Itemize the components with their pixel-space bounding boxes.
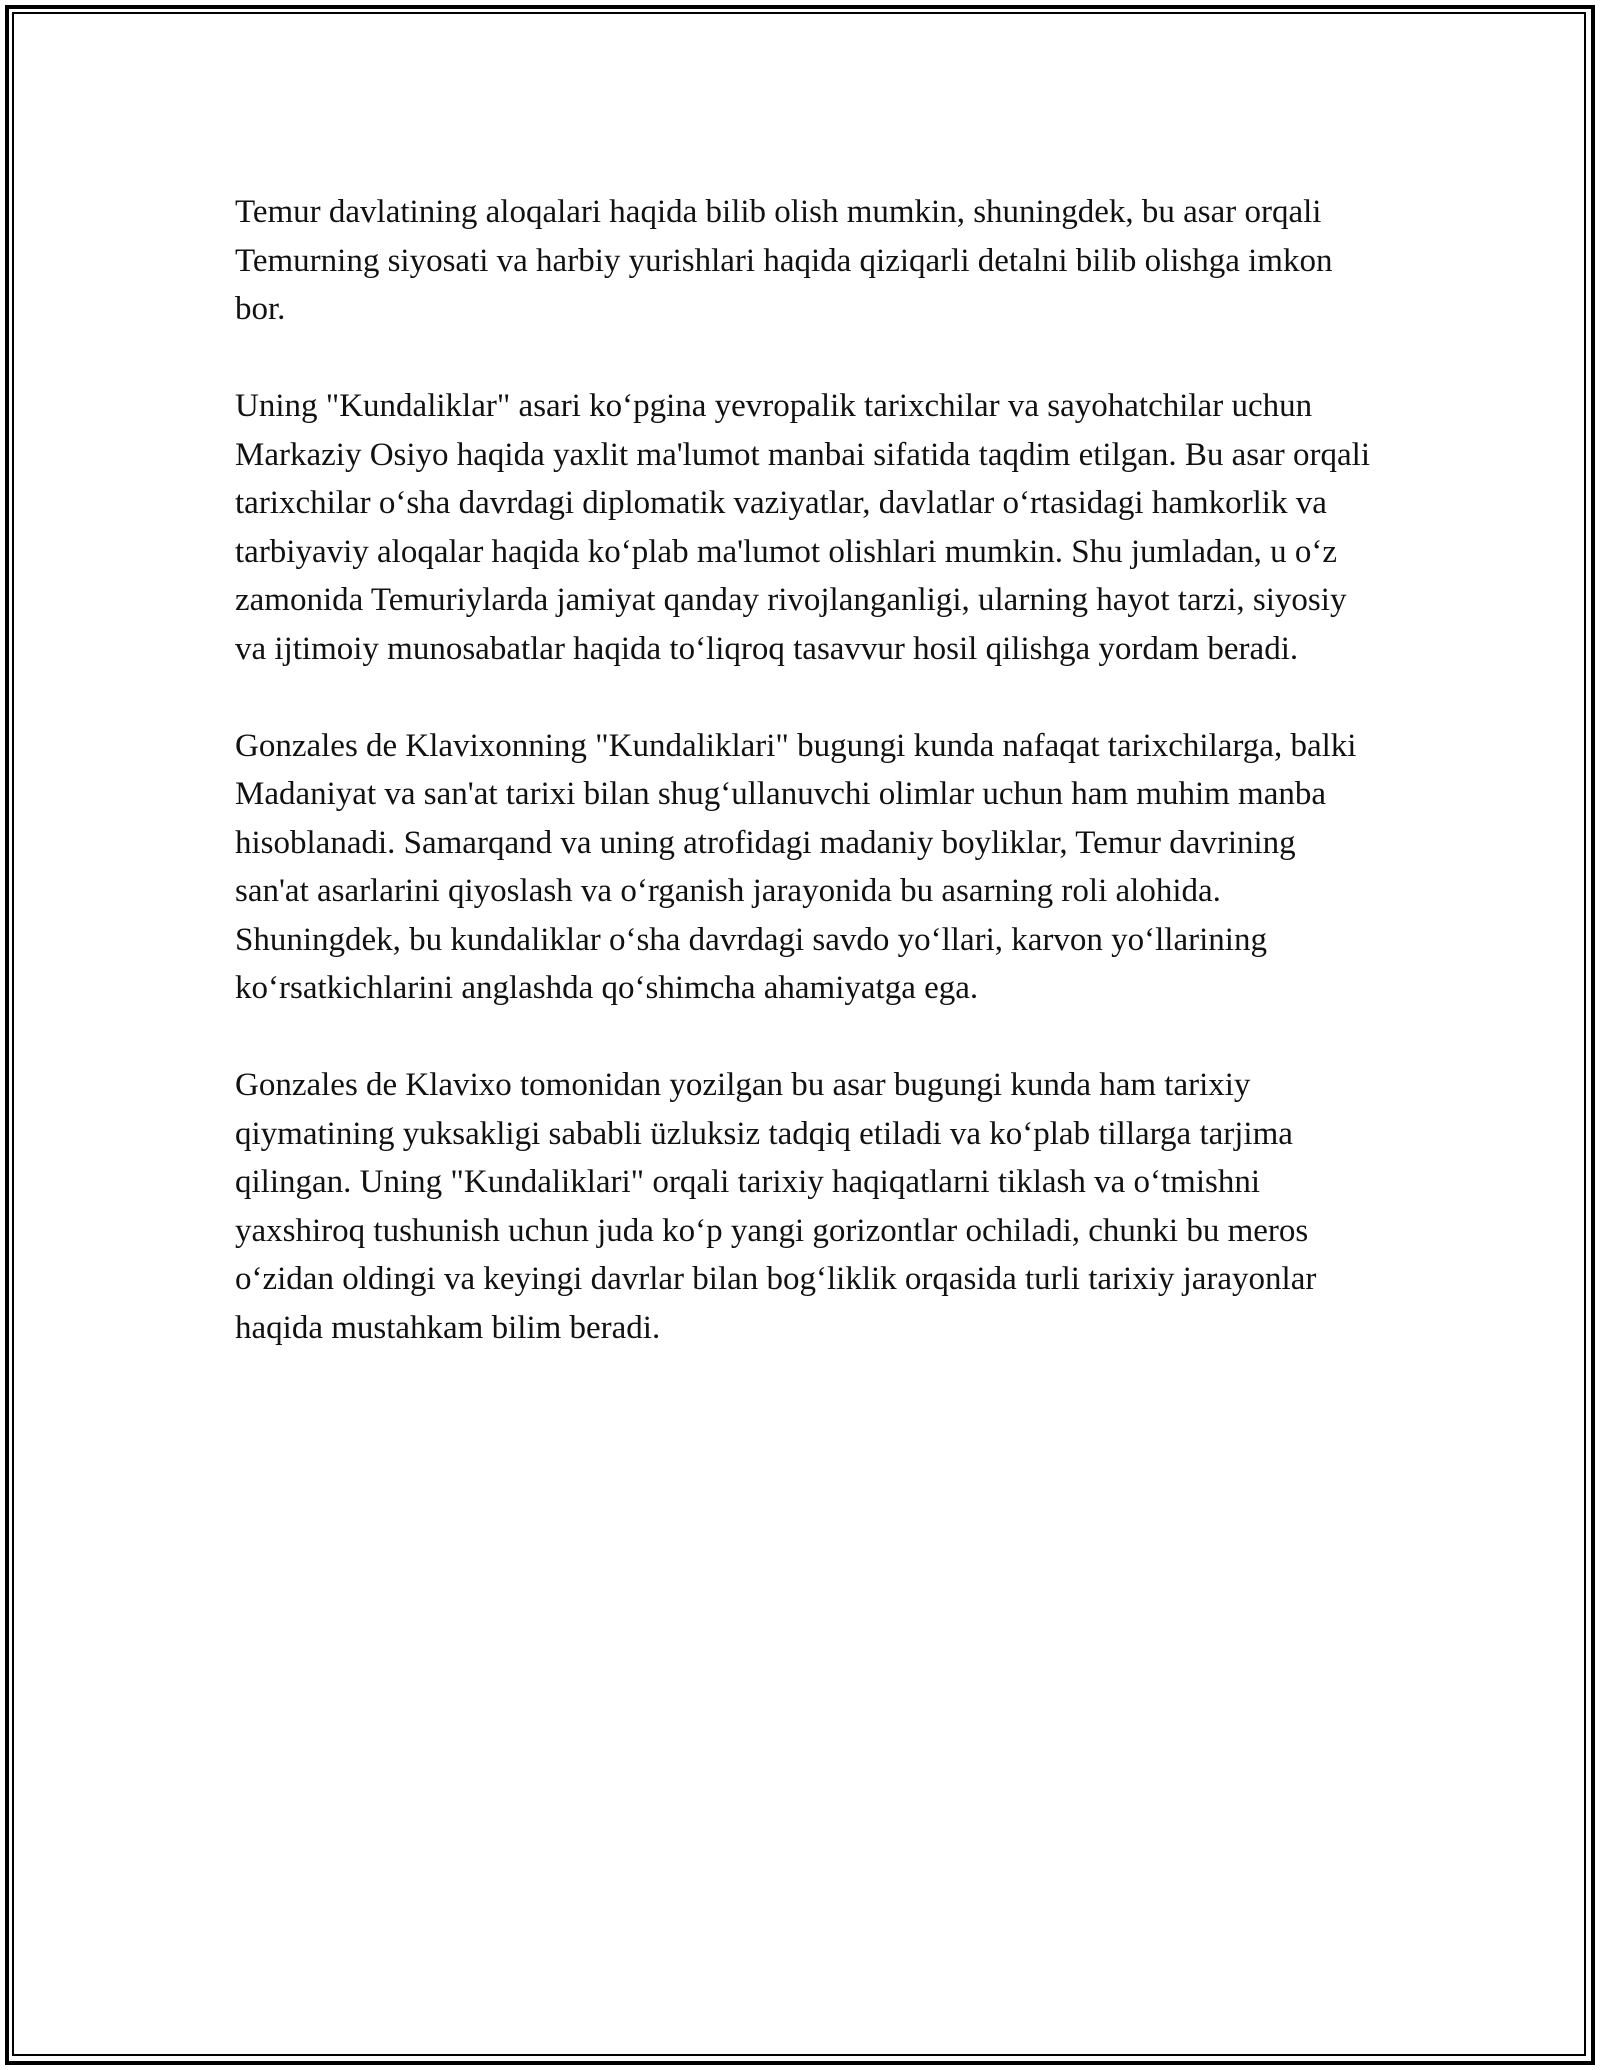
paragraph-2: Uning "Kundaliklar" asari ko‘pgina yevropalik tarixchilar va sayohatchilar uchun Markaziy Osiyo haqida yaxlit ma'lumot manbai sifatida taqdim etilgan. Bu asar orqali tarixchilar o‘sha davrdagi diplomatik vaziyatlar, davlatlar o‘rtasidagi hamkorlik va tarbiyaviy aloqalar haqida ko‘plab ma'lumot olishlari mumkin. Shu jumladan, u o‘z zamonida Temuriylarda jamiyat qanday rivojlanganligi, ularning hayot tarzi, siyosiy va ijtimoiy munosabatlar haqida to‘liqroq tasavvur hosil qilishga yordam beradi. [235, 388, 1370, 667]
paragraph-3: Gonzales de Klavixonning "Kundaliklari" bugungi kunda nafaqat tarixchilarga, balki Madaniyat va san'at tarixi bilan shug‘ullanuvchi olimlar uchun ham muhim manba hisoblanadi. Samarqand va uning atrofidagi madaniy boyliklar, Temur davrining san'at asarlarini qiyoslash va o‘rganish jarayonida bu asarning roli alohida. Shuningdek, bu kundaliklar o‘sha davrdagi savdo yo‘llari, karvon yo‘llarining ko‘rsatkichlarini anglashda qo‘shimcha ahamiyatga ega. [235, 727, 1357, 1006]
document-body [235, 188, 1375, 1401]
paragraph-4: Gonzales de Klavixo tomonidan yozilgan bu asar bugungi kunda ham tarixiy qiymatining yuksakligi sababli üzluksiz tadqiq etiladi va ko‘plab tillarga tarjima qilingan. Uning "Kundaliklari" orqali tarixiy haqiqatlarni tiklash va o‘tmishni yaxshiroq tushunish uchun juda ko‘p yangi gorizontlar ochiladi, chunki bu meros o‘zidan oldingi va keyingi davrlar bilan bog‘liklik orqasida turli tarixiy jarayonlar haqida mustahkam bilim beradi. [235, 1067, 1317, 1346]
paragraph-1: Temur davlatining aloqalari haqida bilib olish mumkin, shuningdek, bu asar orqali Temurning siyosati va harbiy yurishlari haqida qiziqarli detalni bilib olishga imkon bor. [235, 194, 1333, 327]
